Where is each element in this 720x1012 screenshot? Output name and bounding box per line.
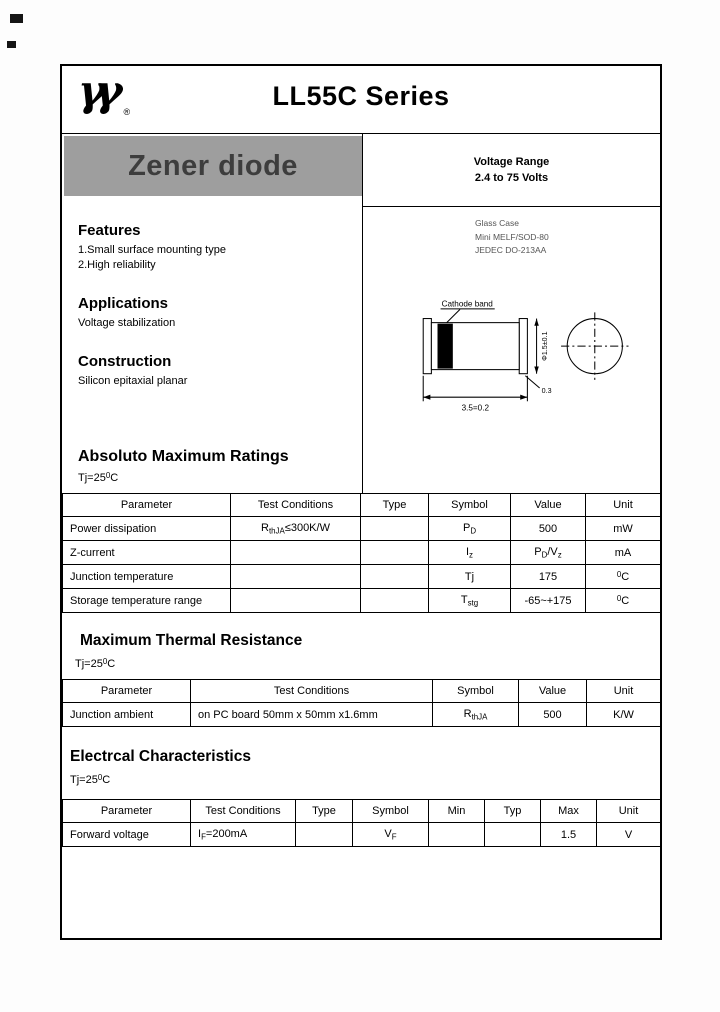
conditions-cell (231, 541, 361, 565)
type-cell (361, 589, 429, 613)
absolute-maximum-ratings-table (62, 493, 661, 613)
electrical-characteristics-table (62, 799, 661, 847)
column-header: Value (519, 680, 587, 703)
construction-heading: Construction (78, 352, 172, 370)
parameter-cell: Forward voltage (63, 823, 191, 847)
feature-item: 1.Small surface mounting type (78, 244, 226, 256)
applications-text: Voltage stabilization (78, 316, 176, 329)
cathode-band-label: Cathode band (441, 299, 493, 309)
table-row (63, 517, 661, 541)
voltage-range-box (362, 134, 660, 207)
scan-artifact (10, 14, 23, 23)
diameter-dimension-label: Φ1.5±0.1 (540, 331, 549, 361)
column-header: Value (511, 494, 586, 517)
unit-cell: mA (586, 541, 661, 565)
package-note: JEDEC DO-213AA (475, 245, 547, 256)
column-header: Type (361, 494, 429, 517)
table-row (63, 823, 661, 847)
package-outline-drawing (413, 295, 653, 433)
table-row (63, 565, 661, 589)
symbol-cell: Tj (429, 565, 511, 589)
length-dimension-label: 3.5=0.2 (461, 403, 490, 413)
typ-cell (485, 823, 541, 847)
abs-max-condition: $Tj=25^0C$ (78, 471, 119, 485)
conditions-cell (231, 589, 361, 613)
value-cell: 500 (519, 703, 587, 727)
type-cell (361, 517, 429, 541)
symbol-cell: $I_z$ (429, 541, 511, 565)
voltage-range-line1: Voltage Range (473, 155, 550, 168)
value-cell: -65~+175 (511, 589, 586, 613)
brand-logo-glyphs: γγ (78, 66, 112, 115)
thermal-resistance-heading: Maximum Thermal Resistance (80, 632, 303, 649)
abs-max-ratings-heading: Absoluto Maximum Ratings (78, 448, 289, 466)
construction-text: Silicon epitaxial planar (78, 374, 188, 387)
column-header: Unit (586, 494, 661, 517)
features-heading: Features (78, 222, 141, 239)
value-cell: 500 (511, 517, 586, 541)
symbol-cell: $T_{stg}$ (429, 589, 511, 613)
max-cell: 1.5 (541, 823, 597, 847)
column-header: Parameter (63, 494, 231, 517)
registered-trademark-icon: ® (123, 107, 131, 117)
conditions-cell: on PC board 50mm x 50mm x1.6mm (191, 703, 433, 727)
page-frame (60, 64, 662, 940)
table-row (63, 541, 661, 565)
column-header: Unit (597, 800, 661, 823)
type-cell (361, 565, 429, 589)
table-row (63, 589, 661, 613)
table-header-row (63, 800, 661, 823)
column-header: Symbol (433, 680, 519, 703)
parameter-cell: Z-current (63, 541, 231, 565)
parameter-cell: Storage temperature range (63, 589, 231, 613)
package-notes (475, 217, 549, 258)
table-header-row (63, 494, 661, 517)
column-header: Test Conditions (191, 680, 433, 703)
parameter-cell: Power dissipation (63, 517, 231, 541)
feature-item: 2.High reliability (78, 258, 156, 271)
electrical-characteristics-heading: Electrcal Characteristics (70, 748, 251, 765)
column-header: Symbol (429, 494, 511, 517)
table-row (63, 703, 661, 727)
thermal-condition: $Tj=25^0C$ (75, 657, 116, 671)
band-dimension-label: 0.3 (541, 387, 552, 396)
type-cell (361, 541, 429, 565)
column-header: Test Conditions (231, 494, 361, 517)
page-header (62, 66, 660, 134)
column-header: Symbol (353, 800, 429, 823)
thermal-resistance-table (62, 679, 661, 727)
symbol-cell: $V_F$ (353, 823, 429, 847)
applications-heading: Applications (78, 294, 169, 312)
min-cell (429, 823, 485, 847)
unit-cell: $^0$C (586, 589, 661, 613)
column-header: Parameter (63, 800, 191, 823)
parameter-cell: Junction ambient (63, 703, 191, 727)
conditions-cell: $I_F=200mA$ (191, 823, 296, 847)
symbol-cell: $R_{thJA}$ (433, 703, 519, 727)
column-header: Test Conditions (191, 800, 296, 823)
value-cell: $P_D/V_z$ (511, 541, 586, 565)
parameter-cell: Junction temperature (63, 565, 231, 589)
column-header: Unit (587, 680, 661, 703)
voltage-range-line2: 2.4 to 75 Volts (474, 172, 549, 184)
column-header: Max (541, 800, 597, 823)
page-title: LL55C Series (272, 81, 450, 111)
left-end-cap (423, 319, 431, 374)
type-cell (296, 823, 353, 847)
unit-cell: V (597, 823, 661, 847)
value-cell: 175 (511, 565, 586, 589)
cathode-band (438, 324, 453, 369)
column-header: Min (429, 800, 485, 823)
package-column (362, 207, 660, 493)
column-header: Typ (485, 800, 541, 823)
description-column (78, 222, 352, 485)
right-end-cap (519, 319, 527, 374)
unit-cell: mW (586, 517, 661, 541)
product-banner (64, 136, 362, 196)
unit-cell: K/W (587, 703, 661, 727)
package-note: Glass Case (475, 218, 519, 228)
electrical-condition: $Tj=25^0C$ (70, 773, 111, 787)
column-header: Parameter (63, 680, 191, 703)
conditions-cell: $R_{thJA}\le 300K/W$ (231, 517, 361, 541)
package-note: Mini MELF/SOD-80 (475, 231, 549, 242)
table-header-row (63, 680, 661, 703)
unit-cell: $^0$C (586, 565, 661, 589)
conditions-cell (231, 565, 361, 589)
product-name: Zener diode (128, 149, 298, 182)
scan-artifact (7, 41, 16, 48)
symbol-cell: $P_D$ (429, 517, 511, 541)
column-header: Type (296, 800, 353, 823)
